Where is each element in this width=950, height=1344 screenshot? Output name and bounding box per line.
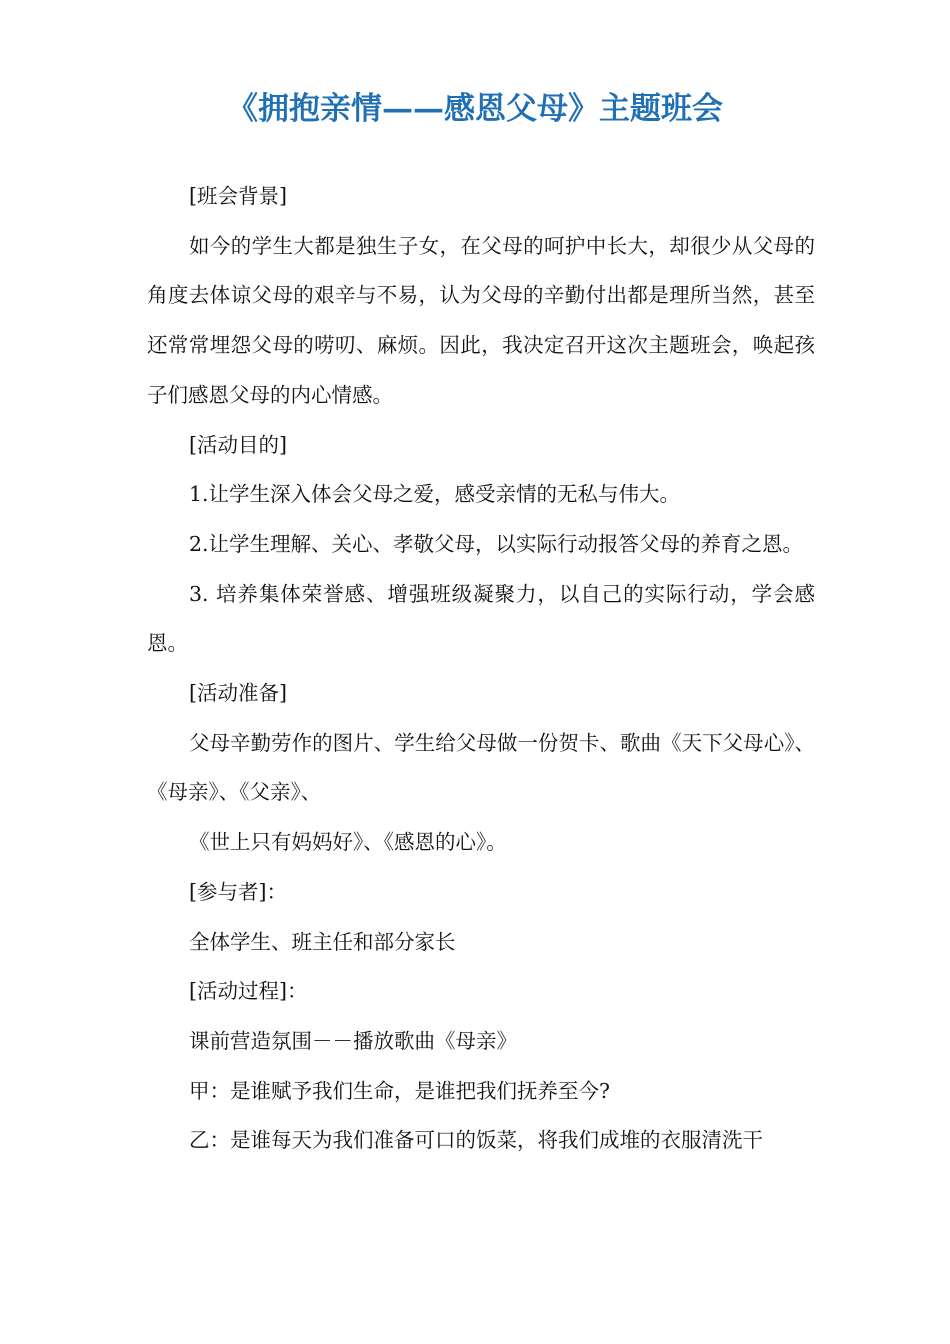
section-heading-goals: [活动目的] [189,432,287,457]
paragraph-preparation-songs: 《世上只有妈妈好》、《感恩的心》。 [189,830,507,855]
section-heading-process: [活动过程]： [189,979,308,1004]
section-heading-preparation: [活动准备] [189,681,287,706]
paragraph-background: 如今的学生大都是独生子女，在父母的呵护中长大，却很少从父母的角度去体谅父母的艰辛与不易，认为父母的辛勤付出都是理所当然，甚至还常常埋怨父母的唠叨、麻烦。因此，我决定召开这次主题班会，唤起孩子们感恩父母的内心情感。 [147,233,815,407]
section-heading-background: [班会背景] [189,184,287,208]
section-heading-participants: [参与者]： [189,879,287,904]
goal-item-3: 3. 培养集体荣誉感、增强班级凝聚力，以自己的实际行动，学会感恩。 [147,581,815,656]
paragraph-participants: 全体学生、班主任和部分家长 [189,929,456,954]
paragraph-process-intro: 课前营造氛围－－播放歌曲《母亲》 [189,1028,517,1053]
dialogue-line-jia: 甲：是谁赋予我们生命，是谁把我们抚养至今? [189,1078,610,1103]
goal-item-1: 1.让学生深入体会父母之爱，感受亲情的无私与伟大。 [189,482,681,507]
document-title: 《拥抱亲情——感恩父母》主题班会 [227,91,723,127]
goal-item-2: 2.让学生理解、关心、孝敬父母，以实际行动报答父母的养育之恩。 [189,531,804,556]
document-body [147,172,815,1166]
dialogue-line-yi: 乙：是谁每天为我们准备可口的饭菜，将我们成堆的衣服清洗干 [189,1128,763,1153]
paragraph-preparation: 父母辛勤劳作的图片、学生给父母做一份贺卡、歌曲《天下父母心》、 《母亲》、《父亲》、 [147,730,815,805]
